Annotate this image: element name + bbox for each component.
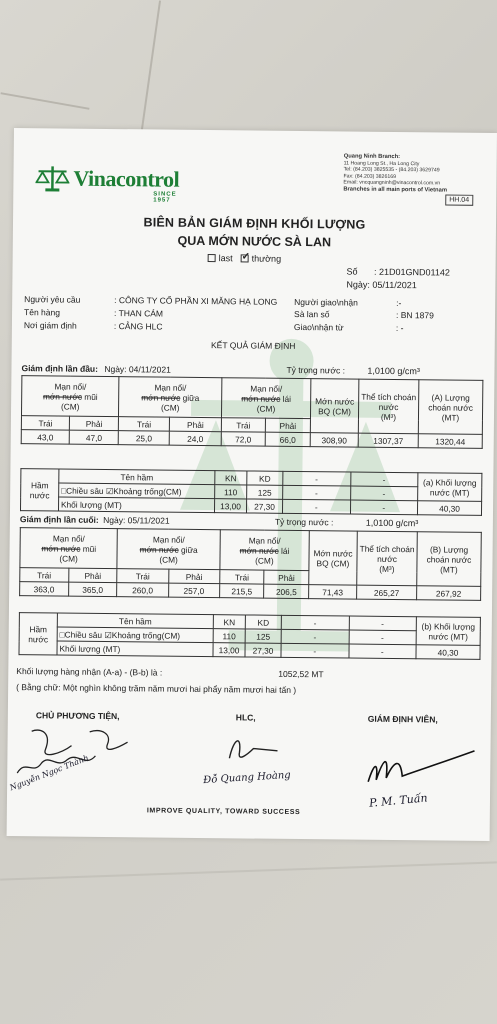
requester-value: : CÔNG TY CỔ PHẦN XI MĂNG HẠ LONG bbox=[114, 295, 278, 307]
mass-row-label: Khối lượng (MT) bbox=[58, 497, 214, 513]
header-bq: Mớn nước BQ (CM) bbox=[310, 379, 359, 433]
total-value: 1052,52 MT bbox=[278, 668, 324, 680]
depth-row-label: □Chiều sâu ☑Khoảng trống(CM) bbox=[57, 627, 213, 643]
header-mass-b: (B) Lượng choán nước (MT) bbox=[417, 532, 482, 587]
col-right: Phải bbox=[169, 417, 221, 432]
place-value: : CẢNG HLC bbox=[113, 321, 163, 332]
ham-label: Hầm nước bbox=[19, 613, 57, 655]
col-left: Trái bbox=[119, 417, 170, 432]
first-ballast-table bbox=[20, 468, 482, 516]
water-mass-b-label: (b) Khối lượng nước (MT) bbox=[416, 617, 480, 646]
header-aft: Mạn nổi/ mớn nước lái (CM) bbox=[220, 530, 310, 571]
table-cell: - bbox=[349, 630, 417, 645]
water-mass-a-value: 40,30 bbox=[417, 501, 481, 516]
water-mass-b-value: 40,30 bbox=[416, 645, 480, 660]
table-cell: 47,0 bbox=[69, 430, 118, 445]
ham-name-header: Tên hầm bbox=[59, 469, 215, 485]
signer-hlc: HLC, bbox=[235, 712, 256, 723]
table-cell: - bbox=[283, 485, 351, 500]
hlc-signature-name: Đỗ Quang Hoàng bbox=[202, 769, 292, 787]
document-subtitle: QUA MỚN NƯỚC SÀ LAN bbox=[177, 233, 332, 250]
result-title: KẾT QUẢ GIÁM ĐỊNH bbox=[210, 340, 296, 351]
kn-header: KN bbox=[213, 615, 245, 629]
signer-owner: CHỦ PHƯƠNG TIỆN, bbox=[35, 710, 120, 722]
table-cell: 125 bbox=[247, 485, 283, 499]
goods-value: : THAN CÁM bbox=[114, 308, 164, 319]
ham-name-header: Tên hầm bbox=[57, 613, 213, 629]
table-cell: - bbox=[350, 486, 418, 501]
table-cell: 206,5 bbox=[264, 584, 309, 598]
barge-value: : BN 1879 bbox=[396, 310, 434, 321]
col-right: Phải bbox=[265, 418, 310, 432]
col-left: Trái bbox=[117, 569, 168, 584]
table-cell: 365,0 bbox=[68, 582, 117, 597]
table-cell: 110 bbox=[215, 485, 247, 499]
header-aft: Mạn nổi/ mớn nước lái (CM) bbox=[221, 378, 310, 419]
consignor-label: Người giao\nhận bbox=[294, 296, 358, 308]
checkbox-empty-icon bbox=[208, 254, 216, 262]
last-draft-table bbox=[19, 527, 482, 601]
mass-row-label: Khối lượng (MT) bbox=[57, 641, 213, 657]
table-cell: 308,90 bbox=[310, 433, 358, 448]
density-value: 1,0100 g/cm³ bbox=[365, 517, 419, 529]
table-cell: 265,27 bbox=[357, 585, 417, 600]
col-left: Trái bbox=[21, 416, 69, 431]
branch-info bbox=[343, 153, 447, 194]
ham-label: Hầm nước bbox=[20, 469, 58, 511]
branch-line: Email: vncquangninh@vinacontrol.com.vn bbox=[343, 179, 441, 187]
branch-title: Quang Ninh Branch: bbox=[343, 153, 401, 161]
checkbox-normal-label: thường bbox=[251, 253, 282, 264]
last-inspection-heading bbox=[20, 514, 170, 526]
table-cell: 43,0 bbox=[21, 430, 69, 445]
goods-label: Tên hàng bbox=[24, 307, 61, 318]
col-left: Trái bbox=[221, 418, 265, 432]
total-label: Khối lượng hàng nhận (A-a) - (B-b) là : bbox=[16, 666, 163, 678]
company-slogan: IMPROVE QUALITY, TOWARD SUCCESS bbox=[146, 807, 301, 817]
barge-label: Sà lan số bbox=[294, 308, 330, 320]
water-mass-a-label: (a) Khối lượng nước (MT) bbox=[418, 473, 482, 502]
table-cell: 1307,37 bbox=[358, 433, 418, 448]
table-cell: - bbox=[281, 629, 349, 644]
floor-tile-line bbox=[141, 0, 161, 129]
density-value: 1,0100 g/cm³ bbox=[367, 365, 420, 377]
owner-signature-name: Nguyễn Ngọc Thành bbox=[8, 753, 90, 793]
table-cell: 25,0 bbox=[118, 431, 169, 446]
density-label: Tỷ trọng nước : bbox=[286, 364, 346, 376]
last-ballast-table bbox=[18, 612, 480, 660]
vinacontrol-logo bbox=[35, 164, 180, 204]
first-density bbox=[286, 365, 420, 376]
col-left: Trái bbox=[20, 568, 69, 583]
checkbox-last-label: last bbox=[218, 253, 233, 264]
floor-tile-line bbox=[1, 92, 90, 110]
table-cell: - bbox=[282, 499, 350, 514]
table-cell: - bbox=[350, 500, 418, 515]
table-cell: 257,0 bbox=[168, 583, 219, 598]
signer-inspector: GIÁM ĐỊNH VIÊN, bbox=[367, 713, 438, 725]
first-draft-table bbox=[21, 375, 484, 449]
kn-header: KN bbox=[215, 471, 247, 485]
header-mid: Mạn nổi/ mớn nước giữa (CM) bbox=[119, 377, 222, 418]
header-fore: Mạn nổi/ mớn nước mũi (CM) bbox=[21, 376, 119, 417]
table-cell: 215,5 bbox=[219, 584, 264, 598]
density-label: Tỷ trọng nước : bbox=[274, 516, 334, 528]
hlc-signature bbox=[217, 728, 287, 769]
header-bq: Mớn nước BQ (CM) bbox=[309, 531, 358, 585]
checkbox-last[interactable] bbox=[208, 253, 233, 263]
table-cell: 1320,44 bbox=[418, 434, 482, 449]
col-right: Phải bbox=[264, 570, 309, 584]
table-cell: 110 bbox=[213, 629, 245, 643]
first-inspection-label: Giám định lần đầu: bbox=[21, 363, 99, 374]
table-cell: 71,43 bbox=[309, 585, 357, 600]
inspector-signature-name: P. M. Tuấn bbox=[368, 791, 429, 810]
col-left: Trái bbox=[220, 570, 265, 584]
scale-logo-icon bbox=[35, 164, 69, 192]
table-cell: 72,0 bbox=[221, 432, 265, 446]
last-inspection-label: Giám định lần cuối: bbox=[19, 514, 99, 525]
table-cell: - bbox=[283, 471, 351, 486]
last-density bbox=[275, 517, 419, 529]
brand-since: SINCE 1957 bbox=[153, 191, 177, 204]
table-cell: 125 bbox=[245, 629, 281, 643]
inspection-document bbox=[7, 128, 497, 841]
requester-label: Người yêu cầu bbox=[24, 294, 81, 305]
header-volume: Thể tích choán nước (M³) bbox=[358, 379, 419, 434]
type-checkboxes bbox=[208, 253, 282, 264]
doc-number-label: Số bbox=[346, 266, 358, 277]
kd-header: KD bbox=[247, 471, 283, 485]
doc-number-value: : 21D01GND01142 bbox=[373, 266, 450, 278]
table-cell: 66,0 bbox=[265, 432, 310, 446]
table-cell: 13,00 bbox=[213, 643, 245, 657]
col-right: Phải bbox=[168, 569, 219, 584]
col-right: Phải bbox=[68, 568, 117, 583]
kd-header: KD bbox=[245, 615, 281, 629]
floor-tile-line bbox=[0, 861, 497, 880]
table-cell: 13,00 bbox=[214, 499, 246, 513]
place-label: Nơi giám định bbox=[23, 320, 77, 331]
branch-line: 11 Hoang Long St., Ha Long City bbox=[343, 160, 420, 167]
from-value: : - bbox=[395, 323, 404, 334]
table-cell: - bbox=[348, 644, 416, 659]
checkbox-checked-icon bbox=[241, 254, 249, 262]
form-code: HH.04 bbox=[445, 195, 473, 206]
branch-line: Tel: (84.203) 3825535 - (84.203) 3629749 bbox=[343, 166, 440, 174]
header-volume: Thể tích choán nước (M³) bbox=[357, 531, 418, 586]
brand-name: Vinacontrol bbox=[73, 165, 180, 192]
doc-number bbox=[346, 266, 450, 277]
table-cell: 260,0 bbox=[117, 583, 168, 598]
table-cell: - bbox=[350, 472, 418, 487]
table-cell: 27,30 bbox=[245, 643, 281, 657]
consignor-value: :- bbox=[396, 298, 402, 309]
table-cell: 24,0 bbox=[169, 431, 221, 446]
header-mass-a: (A) Lượng choán nước (MT) bbox=[418, 380, 483, 435]
branch-line: Branches in all main ports of Vietnam bbox=[343, 186, 448, 194]
document-title: BIÊN BẢN GIÁM ĐỊNH KHỐI LƯỢNG bbox=[143, 215, 366, 232]
table-cell: - bbox=[281, 643, 349, 658]
table-cell: 27,30 bbox=[246, 499, 282, 513]
doc-date: Ngày: 05/11/2021 bbox=[346, 279, 417, 291]
header-mid: Mạn nổi/ mớn nước giữa (CM) bbox=[117, 529, 220, 570]
first-inspection-heading bbox=[21, 363, 170, 375]
depth-row-label: □Chiều sâu ☑Khoảng trống(CM) bbox=[59, 483, 215, 499]
table-cell: - bbox=[281, 615, 349, 630]
last-inspection-date: Ngày: 05/11/2021 bbox=[103, 514, 170, 526]
from-label: Giao\nhận từ bbox=[293, 321, 344, 333]
first-inspection-date: Ngày: 04/11/2021 bbox=[104, 363, 171, 375]
checkbox-normal[interactable] bbox=[241, 253, 282, 263]
col-right: Phải bbox=[69, 416, 118, 431]
table-cell: 267,92 bbox=[417, 586, 481, 601]
table-cell: 363,0 bbox=[20, 582, 69, 597]
amount-in-words: ( Bằng chữ: Một nghìn không trăm năm mươi hai phẩy năm mươi hai tấn ) bbox=[16, 682, 297, 695]
table-cell: - bbox=[349, 616, 417, 631]
branch-line: Fax: (84.203) 3826169 bbox=[343, 173, 397, 180]
header-fore: Mạn nổi/ mớn nước mũi (CM) bbox=[20, 528, 118, 569]
